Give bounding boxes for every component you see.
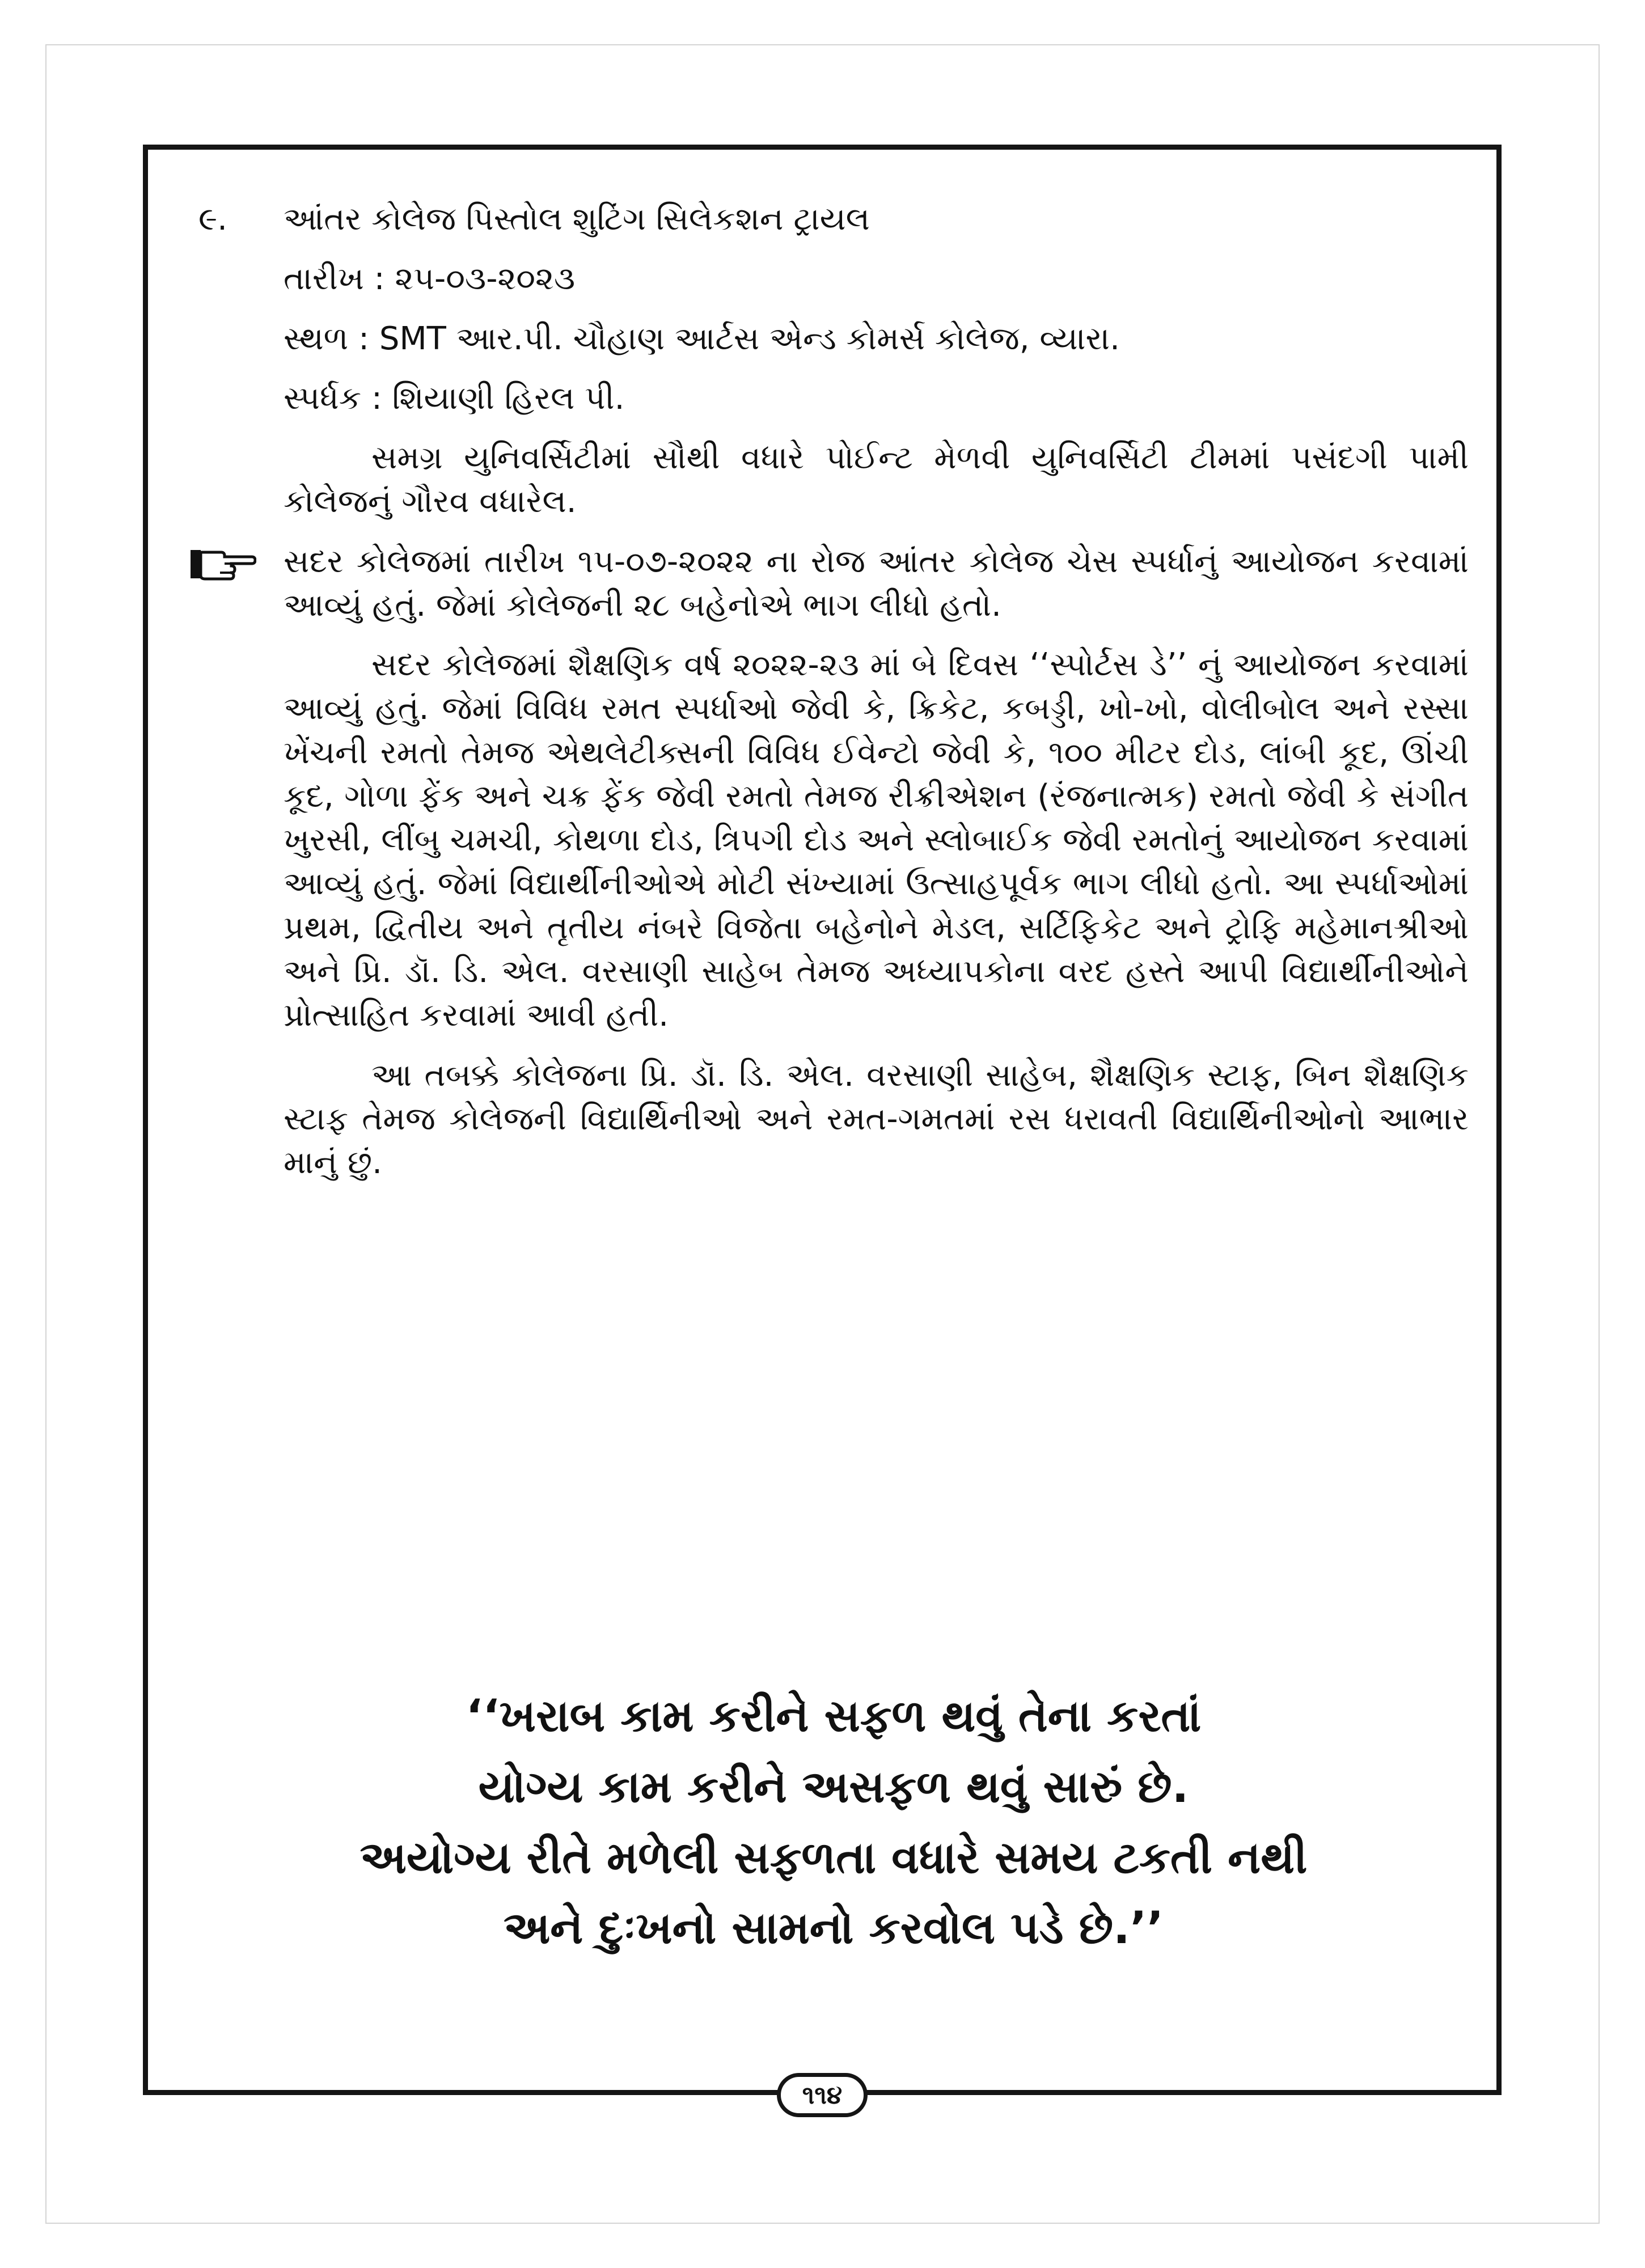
sports-section (198, 540, 1469, 1185)
page-number-badge (777, 2073, 868, 2117)
quote-line-4: અને દુઃખનો સામનો કરવોલ પડે છે.’’ (504, 1903, 1164, 1954)
item-title: આંતર કોલેજ પિસ્તોલ શુટિંગ સિલેકશન ટ્રાયલ (284, 201, 870, 238)
item-body (198, 197, 1469, 524)
quote-line-1: ‘‘ખરાબ કામ કરીને સફળ થવું તેના કરતાં (466, 1691, 1202, 1742)
pointing-hand-icon (188, 544, 256, 584)
item-achievement: સમગ્ર યુનિવર્સિટીમાં સૌથી વધારે પોઈન્ટ મેળવી યુનિવર્સિટી ટીમમાં પસંદગી પામી કોલેજનું ગૌરવ વધારેલ. (284, 439, 1469, 521)
quote-line-3: અયોગ્ય રીતે મળેલી સફળતા વધારે સમય ટકતી નથી (360, 1832, 1308, 1884)
item-9 (198, 197, 1469, 524)
page-content (198, 197, 1469, 1200)
item-participant: સ્પર્ધક : શિયાણી હિરલ પી. (284, 379, 625, 417)
item-date: તારીખ : ૨૫-૦૩-૨૦૨૩ (284, 260, 576, 298)
quote-line-2: યોગ્ય કામ કરીને અસફળ થવું સારું છે. (478, 1761, 1189, 1813)
section-body (198, 540, 1469, 1185)
sports-day-paragraph: સદર કોલેજમાં શૈક્ષણિક વર્ષ ૨૦૨૨-૨૩ માં બે દિવસ ‘‘સ્પોર્ટસ ડે’’ નું આયોજન કરવામાં આવ્યું હતું. જેમાં વિવિધ રમત સ્પર્ધાઓ જેવી કે, ક્રિકેટ, કબડ્ડી, ખો-ખો, વોલીબોલ અને રસ્સા ખેંચની રમતો તેમજ એથલેટીક્સની વિવિધ ઈવેન્ટો જેવી કે, ૧૦૦ મીટર દોડ, લાંબી કૂદ, ઊંચી કૂદ, ગોળા ફેંક અને ચક્ર ફેંક જેવી રમતો તેમજ રીક્રીએશન (રંજનાત્મક) રમતો જેવી કે સંગીત ખુરસી, લીંબુ ચમચી, કોથળા દોડ, ત્રિપગી દોડ અને સ્લોબાઈક જેવી રમતોનું આયોજન કરવામાં આવ્યું હતું. જેમાં વિદ્યાર્થીનીઓએ મોટી સંખ્યામાં ઉત્સાહપૂર્વક ભાગ લીધો હતો. આ સ્પર્ધાઓમાં પ્રથમ, દ્વિતીય અને તૃતીય નંબરે વિજેતા બહેનોને મેડલ, સર્ટિફિકેટ અને ટ્રોફિ મહેમાનશ્રીઓ અને પ્રિ. ડૉ. ડિ. એલ. વરસાણી સાહેબ તેમજ અધ્યાપકોના વરદ હસ્તે આપી વિદ્યાર્થીનીઓને પ્રોત્સાહિત કરવામાં આવી હતી. (284, 646, 1469, 1034)
thanks-paragraph: આ તબક્કે કોલેજના પ્રિ. ડૉ. ડિ. એલ. વરસાણી સાહેબ, શૈક્ષણિક સ્ટાફ, બિન શૈક્ષણિક સ્ટાફ તેમજ કોલેજની વિદ્યાર્થિનીઓ અને રમત-ગમતમાં રસ ધરાવતી વિદ્યાર્થિનીઓનો આભાર માનું છું. (284, 1056, 1469, 1182)
item-number: ૯. (198, 201, 227, 238)
closing-quote (198, 1681, 1469, 1964)
page-number: ૧૧૪ (802, 2080, 843, 2110)
chess-paragraph: સદર કોલેજમાં તારીખ ૧૫-૦૭-૨૦૨૨ ના રોજ આંતર કોલેજ ચેસ સ્પર્ધાનું આયોજન કરવામાં આવ્યું હતું. જેમાં કોલેજની ૨૮ બહેનોએ ભાગ લીધો હતો. (284, 543, 1469, 624)
item-venue: સ્થળ : SMT આર.પી. ચૌહાણ આર્ટસ એન્ડ કોમર્સ કોલેજ, વ્યારા. (284, 320, 1120, 357)
